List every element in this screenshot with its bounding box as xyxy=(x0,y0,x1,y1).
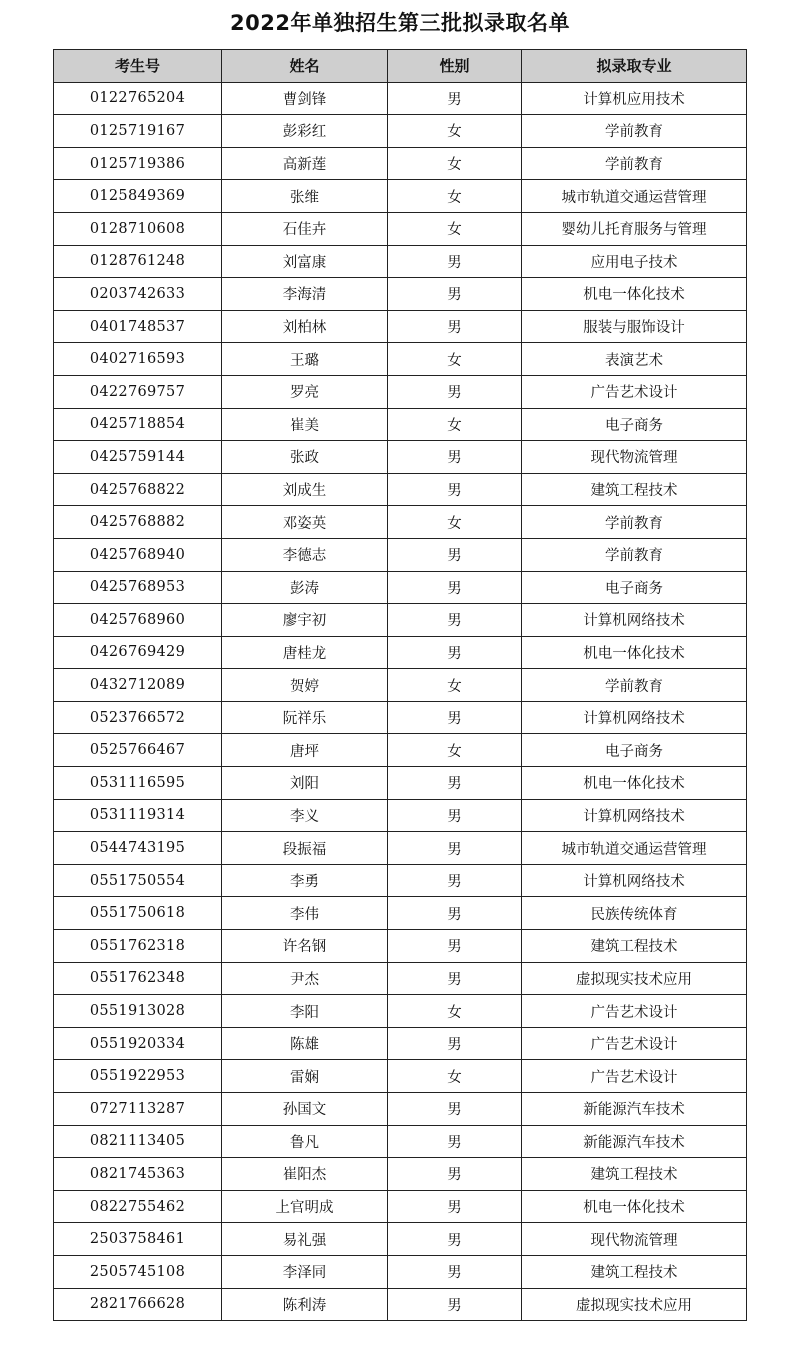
table-row xyxy=(54,1190,747,1223)
cell-name: 上官明成 xyxy=(222,1190,388,1223)
table-row xyxy=(54,1288,747,1321)
cell-gender: 女 xyxy=(388,147,522,180)
cell-gender: 女 xyxy=(388,734,522,767)
table-row xyxy=(54,310,747,343)
cell-major: 广告艺术设计 xyxy=(522,1060,747,1093)
cell-name: 彭彩红 xyxy=(222,115,388,148)
cell-gender: 男 xyxy=(388,799,522,832)
cell-student-id: 0125719167 xyxy=(54,115,222,148)
cell-name: 石佳卉 xyxy=(222,212,388,245)
cell-major: 电子商务 xyxy=(522,571,747,604)
table-row xyxy=(54,115,747,148)
cell-gender: 男 xyxy=(388,245,522,278)
table-row xyxy=(54,604,747,637)
cell-name: 许名钢 xyxy=(222,930,388,963)
cell-student-id: 0402716593 xyxy=(54,343,222,376)
cell-student-id: 0125849369 xyxy=(54,180,222,213)
cell-name: 李泽同 xyxy=(222,1255,388,1288)
table-row xyxy=(54,1060,747,1093)
cell-student-id: 0401748537 xyxy=(54,310,222,343)
table-row xyxy=(54,995,747,1028)
cell-name: 李义 xyxy=(222,799,388,832)
cell-major: 学前教育 xyxy=(522,506,747,539)
cell-gender: 男 xyxy=(388,278,522,311)
cell-student-id: 0525766467 xyxy=(54,734,222,767)
cell-gender: 女 xyxy=(388,669,522,702)
cell-student-id: 0531116595 xyxy=(54,767,222,800)
cell-student-id: 0822755462 xyxy=(54,1190,222,1223)
table-row xyxy=(54,930,747,963)
table-row xyxy=(54,1027,747,1060)
cell-major: 现代物流管理 xyxy=(522,1223,747,1256)
cell-gender: 男 xyxy=(388,962,522,995)
cell-name: 刘柏林 xyxy=(222,310,388,343)
cell-student-id: 0727113287 xyxy=(54,1093,222,1126)
table-row xyxy=(54,1093,747,1126)
cell-gender: 女 xyxy=(388,343,522,376)
cell-gender: 男 xyxy=(388,1223,522,1256)
cell-gender: 男 xyxy=(388,375,522,408)
table-header-row xyxy=(54,50,747,83)
table-row xyxy=(54,180,747,213)
table-row xyxy=(54,212,747,245)
cell-gender: 男 xyxy=(388,441,522,474)
cell-name: 张政 xyxy=(222,441,388,474)
table-row xyxy=(54,82,747,115)
cell-gender: 男 xyxy=(388,604,522,637)
cell-name: 李勇 xyxy=(222,864,388,897)
cell-major: 计算机应用技术 xyxy=(522,82,747,115)
cell-student-id: 0203742633 xyxy=(54,278,222,311)
cell-major: 城市轨道交通运营管理 xyxy=(522,832,747,865)
cell-major: 建筑工程技术 xyxy=(522,1255,747,1288)
cell-major: 现代物流管理 xyxy=(522,441,747,474)
table-row xyxy=(54,1223,747,1256)
cell-name: 廖宇初 xyxy=(222,604,388,637)
table-row xyxy=(54,864,747,897)
cell-major: 虚拟现实技术应用 xyxy=(522,962,747,995)
table-row xyxy=(54,571,747,604)
cell-student-id: 0551913028 xyxy=(54,995,222,1028)
cell-name: 王璐 xyxy=(222,343,388,376)
cell-name: 阮祥乐 xyxy=(222,701,388,734)
cell-major: 广告艺术设计 xyxy=(522,995,747,1028)
cell-major: 学前教育 xyxy=(522,538,747,571)
cell-major: 机电一体化技术 xyxy=(522,767,747,800)
cell-student-id: 0128710608 xyxy=(54,212,222,245)
cell-gender: 女 xyxy=(388,180,522,213)
cell-name: 段振福 xyxy=(222,832,388,865)
table-row xyxy=(54,1255,747,1288)
cell-student-id: 2503758461 xyxy=(54,1223,222,1256)
cell-student-id: 0425768882 xyxy=(54,506,222,539)
cell-student-id: 0425718854 xyxy=(54,408,222,441)
cell-name: 尹杰 xyxy=(222,962,388,995)
cell-student-id: 0523766572 xyxy=(54,701,222,734)
cell-name: 崔阳杰 xyxy=(222,1158,388,1191)
table-row xyxy=(54,636,747,669)
table-row xyxy=(54,441,747,474)
table-row xyxy=(54,538,747,571)
table-row xyxy=(54,1125,747,1158)
cell-student-id: 0821745363 xyxy=(54,1158,222,1191)
cell-student-id: 0425768960 xyxy=(54,604,222,637)
cell-major: 计算机网络技术 xyxy=(522,799,747,832)
cell-major: 虚拟现实技术应用 xyxy=(522,1288,747,1321)
table-row xyxy=(54,375,747,408)
cell-gender: 男 xyxy=(388,1125,522,1158)
cell-major: 新能源汽车技术 xyxy=(522,1125,747,1158)
cell-gender: 男 xyxy=(388,897,522,930)
cell-name: 孙国文 xyxy=(222,1093,388,1126)
table-row xyxy=(54,147,747,180)
cell-name: 邓姿英 xyxy=(222,506,388,539)
cell-gender: 男 xyxy=(388,832,522,865)
table-row xyxy=(54,897,747,930)
cell-name: 罗亮 xyxy=(222,375,388,408)
admission-table xyxy=(53,49,747,1321)
cell-gender: 男 xyxy=(388,864,522,897)
cell-name: 鲁凡 xyxy=(222,1125,388,1158)
cell-student-id: 2821766628 xyxy=(54,1288,222,1321)
header-gender: 性别 xyxy=(388,50,522,83)
cell-major: 计算机网络技术 xyxy=(522,604,747,637)
cell-name: 唐桂龙 xyxy=(222,636,388,669)
cell-student-id: 0551920334 xyxy=(54,1027,222,1060)
cell-name: 易礼强 xyxy=(222,1223,388,1256)
cell-name: 崔美 xyxy=(222,408,388,441)
cell-major: 机电一体化技术 xyxy=(522,636,747,669)
cell-major: 广告艺术设计 xyxy=(522,1027,747,1060)
cell-major: 婴幼儿托育服务与管理 xyxy=(522,212,747,245)
cell-student-id: 2505745108 xyxy=(54,1255,222,1288)
cell-student-id: 0426769429 xyxy=(54,636,222,669)
cell-gender: 男 xyxy=(388,1190,522,1223)
cell-gender: 女 xyxy=(388,506,522,539)
cell-student-id: 0551922953 xyxy=(54,1060,222,1093)
cell-name: 李德志 xyxy=(222,538,388,571)
cell-student-id: 0425768953 xyxy=(54,571,222,604)
cell-major: 机电一体化技术 xyxy=(522,278,747,311)
cell-major: 计算机网络技术 xyxy=(522,701,747,734)
cell-name: 刘阳 xyxy=(222,767,388,800)
cell-gender: 女 xyxy=(388,115,522,148)
cell-major: 机电一体化技术 xyxy=(522,1190,747,1223)
table-row xyxy=(54,506,747,539)
cell-gender: 男 xyxy=(388,767,522,800)
cell-student-id: 0432712089 xyxy=(54,669,222,702)
cell-major: 建筑工程技术 xyxy=(522,473,747,506)
cell-gender: 男 xyxy=(388,701,522,734)
cell-name: 雷娴 xyxy=(222,1060,388,1093)
cell-name: 贺婷 xyxy=(222,669,388,702)
cell-gender: 男 xyxy=(388,1027,522,1060)
table-row xyxy=(54,832,747,865)
cell-major: 电子商务 xyxy=(522,408,747,441)
cell-student-id: 0544743195 xyxy=(54,832,222,865)
cell-gender: 女 xyxy=(388,408,522,441)
cell-gender: 男 xyxy=(388,571,522,604)
cell-student-id: 0128761248 xyxy=(54,245,222,278)
cell-major: 计算机网络技术 xyxy=(522,864,747,897)
cell-major: 学前教育 xyxy=(522,669,747,702)
cell-major: 学前教育 xyxy=(522,115,747,148)
cell-gender: 男 xyxy=(388,1255,522,1288)
cell-major: 电子商务 xyxy=(522,734,747,767)
cell-gender: 男 xyxy=(388,636,522,669)
cell-gender: 男 xyxy=(388,82,522,115)
cell-student-id: 0125719386 xyxy=(54,147,222,180)
cell-name: 曹剑锋 xyxy=(222,82,388,115)
table-row xyxy=(54,408,747,441)
cell-student-id: 0425759144 xyxy=(54,441,222,474)
cell-name: 李海清 xyxy=(222,278,388,311)
cell-student-id: 0551750554 xyxy=(54,864,222,897)
header-student-id: 考生号 xyxy=(54,50,222,83)
table-row xyxy=(54,734,747,767)
cell-name: 唐坪 xyxy=(222,734,388,767)
cell-name: 李阳 xyxy=(222,995,388,1028)
cell-gender: 女 xyxy=(388,995,522,1028)
cell-name: 张维 xyxy=(222,180,388,213)
table-row xyxy=(54,1158,747,1191)
cell-name: 陈利涛 xyxy=(222,1288,388,1321)
cell-student-id: 0425768940 xyxy=(54,538,222,571)
table-row xyxy=(54,473,747,506)
cell-student-id: 0551750618 xyxy=(54,897,222,930)
cell-major: 新能源汽车技术 xyxy=(522,1093,747,1126)
cell-student-id: 0531119314 xyxy=(54,799,222,832)
cell-student-id: 0122765204 xyxy=(54,82,222,115)
cell-name: 彭涛 xyxy=(222,571,388,604)
cell-student-id: 0551762318 xyxy=(54,930,222,963)
cell-name: 刘成生 xyxy=(222,473,388,506)
cell-major: 城市轨道交通运营管理 xyxy=(522,180,747,213)
cell-major: 民族传统体育 xyxy=(522,897,747,930)
cell-gender: 男 xyxy=(388,538,522,571)
table-row xyxy=(54,767,747,800)
cell-student-id: 0422769757 xyxy=(54,375,222,408)
table-row xyxy=(54,343,747,376)
cell-major: 建筑工程技术 xyxy=(522,1158,747,1191)
cell-student-id: 0821113405 xyxy=(54,1125,222,1158)
cell-gender: 女 xyxy=(388,212,522,245)
header-name: 姓名 xyxy=(222,50,388,83)
cell-name: 刘富康 xyxy=(222,245,388,278)
cell-student-id: 0551762348 xyxy=(54,962,222,995)
cell-major: 学前教育 xyxy=(522,147,747,180)
cell-major: 应用电子技术 xyxy=(522,245,747,278)
table-row xyxy=(54,701,747,734)
cell-gender: 男 xyxy=(388,1158,522,1191)
cell-name: 高新莲 xyxy=(222,147,388,180)
cell-gender: 男 xyxy=(388,1288,522,1321)
table-row xyxy=(54,962,747,995)
cell-major: 建筑工程技术 xyxy=(522,930,747,963)
cell-gender: 男 xyxy=(388,473,522,506)
table-row xyxy=(54,669,747,702)
table-row xyxy=(54,245,747,278)
table-body xyxy=(54,82,747,1321)
cell-name: 李伟 xyxy=(222,897,388,930)
header-major: 拟录取专业 xyxy=(522,50,747,83)
cell-major: 广告艺术设计 xyxy=(522,375,747,408)
table-row xyxy=(54,799,747,832)
cell-major: 表演艺术 xyxy=(522,343,747,376)
cell-gender: 男 xyxy=(388,1093,522,1126)
cell-gender: 女 xyxy=(388,1060,522,1093)
cell-major: 服装与服饰设计 xyxy=(522,310,747,343)
table-row xyxy=(54,278,747,311)
cell-student-id: 0425768822 xyxy=(54,473,222,506)
page-title: 2022年单独招生第三批拟录取名单 xyxy=(230,11,570,35)
cell-gender: 男 xyxy=(388,310,522,343)
cell-name: 陈雄 xyxy=(222,1027,388,1060)
cell-gender: 男 xyxy=(388,930,522,963)
